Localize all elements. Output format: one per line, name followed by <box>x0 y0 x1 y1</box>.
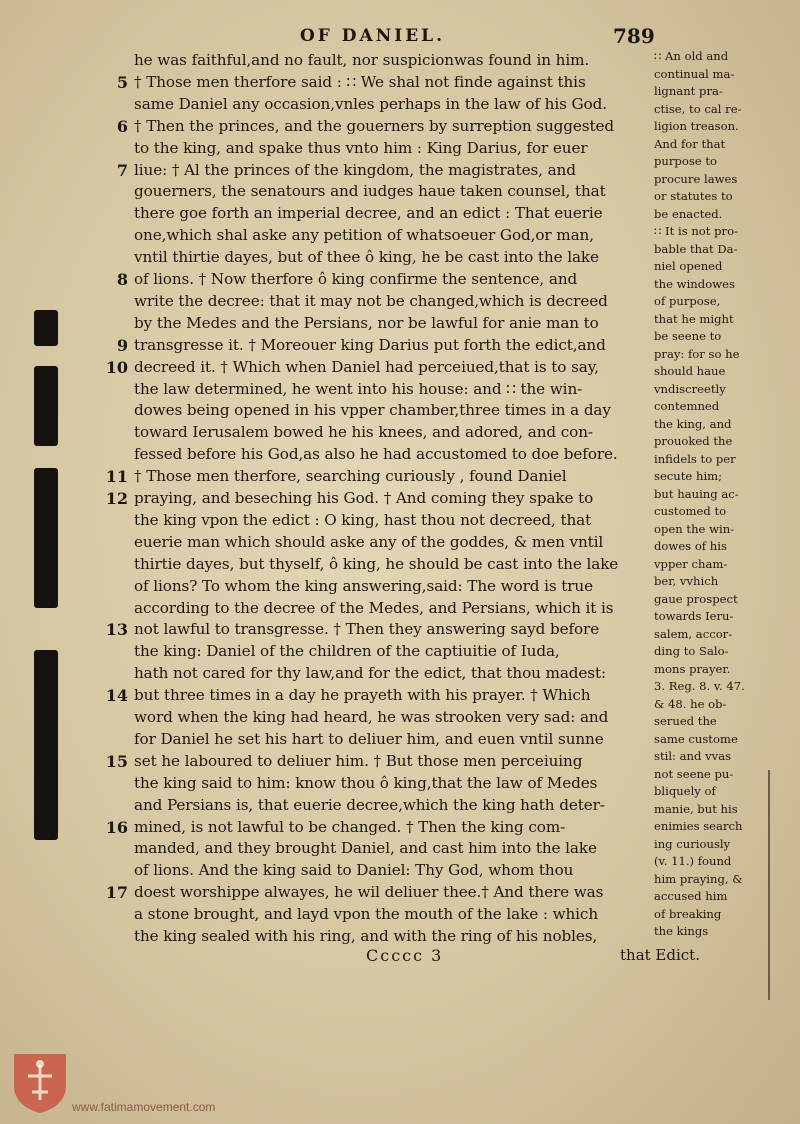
margin-note-line: the kings <box>654 924 709 938</box>
margin-note-line: stil: and vvas <box>654 749 732 763</box>
text-line <box>0 313 660 334</box>
margin-note-line: the king, and <box>654 416 732 431</box>
margin-note-line: dowes of his <box>654 539 727 553</box>
text-line <box>0 160 660 181</box>
margin-note-line: secute him; <box>654 469 723 483</box>
margin-note-line: infidels to per <box>654 451 736 466</box>
text-line <box>0 663 660 684</box>
verse-number: 5 <box>116 72 128 92</box>
text-line <box>0 116 660 137</box>
line-text: gouerners, the senatours and iudges haue taken counsel, that <box>134 182 606 201</box>
verse-number: 10 <box>105 357 128 377</box>
text-line <box>0 795 660 816</box>
catchword: that Edict. <box>620 946 700 964</box>
verse-number: 17 <box>105 883 128 903</box>
text-line <box>0 466 660 487</box>
text-line <box>0 532 660 553</box>
text-line <box>0 138 660 159</box>
margin-note-line: prouoked the <box>654 434 733 448</box>
verse-number: 12 <box>105 489 128 508</box>
text-line <box>0 641 660 662</box>
margin-note-line: gaue prospect <box>654 591 738 606</box>
margin-note-line: (v. 11.) found <box>654 854 732 868</box>
line-text: decreed it. † Which when Daniel had perceiued,that is to say, <box>134 357 599 376</box>
scan-shadow-mark <box>34 650 58 840</box>
text-line <box>0 619 660 640</box>
line-text: set he laboured to deliuer him. † But those men perceiuing <box>134 751 583 770</box>
text-line <box>0 598 660 619</box>
margin-note-line: him praying, & <box>654 871 743 886</box>
margin-note-line: procure lawes <box>654 171 738 186</box>
text-line <box>0 181 660 202</box>
margin-note-line: accused him <box>654 889 728 903</box>
line-text: a stone brought, and layd vpon the mouth of the lake : which <box>134 905 599 924</box>
text-line <box>0 860 660 881</box>
line-text: † Then the princes, and the gouerners by surreption suggested <box>134 116 614 135</box>
text-line <box>0 773 660 794</box>
margin-note-line: mons prayer. <box>654 661 731 676</box>
margin-note-line: not seene pu- <box>654 766 734 781</box>
signature-mark: Ccccc 3 <box>366 946 444 965</box>
scan-shadow-mark <box>34 468 58 608</box>
line-text: dowes being opened in his vpper chamber,three times in a day <box>134 401 611 420</box>
margin-note-line: same custome <box>654 731 738 746</box>
margin-note-line: contemned <box>654 399 720 413</box>
page-header <box>0 26 800 50</box>
line-text: by the Medes and the Persians, nor be lawful for anie man to <box>134 313 599 332</box>
text-line <box>0 817 660 838</box>
text-line <box>0 838 660 859</box>
margin-note-line: of purpose, <box>654 294 721 308</box>
margin-note-line: niel opened <box>654 259 723 273</box>
text-line <box>0 400 660 421</box>
line-text: transgresse it. † Moreouer king Darius put forth the edict,and <box>134 335 606 354</box>
line-text: toward Ierusalem bowed he his knees, and adored, and con- <box>134 423 593 442</box>
line-text: and Persians is, that euerie decree,which the king hath deter- <box>134 795 605 814</box>
fatima-shield-logo <box>12 1052 68 1114</box>
text-line <box>0 510 660 531</box>
text-line <box>0 576 660 597</box>
line-text: the law determined, he went into his house: and ∷ the win- <box>134 379 583 398</box>
line-text: write the decree: that it may not be changed,which is decreed <box>134 291 608 310</box>
text-line <box>0 357 660 378</box>
margin-note-line: open the win- <box>654 521 735 536</box>
margin-rule <box>768 770 770 1000</box>
line-text: manded, and they brought Daniel, and cast him into the lake <box>134 839 597 858</box>
verse-number: 13 <box>105 620 128 640</box>
margin-note-line: the windowes <box>654 276 735 291</box>
margin-note-line: be seene to <box>654 329 722 343</box>
text-line <box>0 926 660 947</box>
line-text: mined, is not lawful to be changed. † Then the king com- <box>134 817 566 836</box>
text-line <box>0 882 660 903</box>
line-text: he was faithful,and no fault, nor suspicionwas found in him. <box>134 51 590 69</box>
margin-note-line: serued the <box>654 714 717 728</box>
margin-note-line: pray: for so he <box>654 346 740 361</box>
margin-note-line: but hauing ac- <box>654 486 739 501</box>
line-text: of lions. And the king said to Daniel: Thy God, whom thou <box>134 861 574 880</box>
line-text: † Those men therfore, searching curiously , found Daniel <box>134 467 567 486</box>
line-text: according to the decree of the Medes, and Persians, which it is <box>134 598 614 617</box>
margin-note-line: vndiscreetly <box>654 381 726 396</box>
line-text: the king sealed with his ring, and with the ring of his nobles, <box>134 927 598 945</box>
text-line <box>0 379 660 400</box>
margin-note-line: towards Ieru- <box>654 609 734 623</box>
text-line <box>0 729 660 750</box>
text-line <box>0 904 660 925</box>
text-line <box>0 488 660 509</box>
text-line <box>0 225 660 246</box>
line-text: there goe forth an imperial decree, and an edict : That euerie <box>134 204 603 223</box>
page-number: 789 <box>613 24 655 48</box>
text-line <box>0 707 660 728</box>
margin-note-line: bliquely of <box>654 784 716 798</box>
margin-note-line: ∷ An old and <box>654 49 729 63</box>
line-text: one,which shal aske any petition of whatsoeuer God,or man, <box>134 226 594 245</box>
text-line <box>0 751 660 772</box>
verse-number: 14 <box>105 686 128 706</box>
line-text: same Daniel any occasion,vnles perhaps in the law of his God. <box>134 94 607 113</box>
line-text: the king: Daniel of the children of the captiuitie of Iuda, <box>134 642 560 661</box>
line-text: † Those men therfore said : ∷ We shal not finde against this <box>134 72 586 91</box>
verse-number: 16 <box>105 817 128 837</box>
text-line <box>0 269 660 290</box>
verse-number: 15 <box>105 751 128 771</box>
text-line <box>0 72 660 93</box>
line-text: word when the king had heard, he was strooken very sad: and <box>134 708 609 726</box>
scan-shadow-mark <box>34 366 58 446</box>
margin-note-line: manie, but his <box>654 801 738 816</box>
margin-note-line: And for that <box>654 136 726 151</box>
text-line <box>0 444 660 465</box>
margin-note-line: salem, accor- <box>654 626 733 641</box>
scan-shadow-mark <box>34 310 58 346</box>
text-line <box>0 335 660 356</box>
margin-note-line: or statutes to <box>654 189 733 203</box>
line-text: to the king, and spake thus vnto him : King Darius, for euer <box>134 138 588 157</box>
text-line <box>0 422 660 443</box>
verse-number: 8 <box>116 270 128 289</box>
line-text: hath not cared for thy law,and for the edict, that thou madest: <box>134 664 607 683</box>
margin-note-line: ligion treason. <box>654 119 739 133</box>
margin-note-line: be enacted. <box>654 206 723 221</box>
margin-note-line: should haue <box>654 364 726 378</box>
margin-note-line: ing curiously <box>654 836 731 851</box>
main-text-column <box>0 50 660 950</box>
margin-note-line: vpper cham- <box>654 556 728 571</box>
line-text: for Daniel he set his hart to deliuer him, and euen vntil sunne <box>134 729 604 748</box>
margin-note-line: continual ma- <box>654 66 735 81</box>
margin-note-line: customed to <box>654 504 727 518</box>
text-line <box>0 203 660 224</box>
margin-note-line: ding to Salo- <box>654 644 729 658</box>
line-text: the king said to him: know thou ô king,that the law of Medes <box>134 773 598 792</box>
margin-note-line: that he might <box>654 311 734 326</box>
text-line <box>0 291 660 312</box>
line-text: fessed before his God,as also he had accustomed to doe before. <box>134 445 618 464</box>
margin-note-line: enimies search <box>654 819 743 833</box>
margin-note-line: of breaking <box>654 906 722 921</box>
margin-note-line: lignant pra- <box>654 84 723 98</box>
line-text: of lions. † Now therfore ô king confirme the sentence, and <box>134 270 578 288</box>
running-head: OF DANIEL. <box>300 26 446 46</box>
margin-note-line: bable that Da- <box>654 241 738 256</box>
text-line <box>0 94 660 115</box>
line-text: vntil thirtie dayes, but of thee ô king, he be cast into the lake <box>134 248 599 267</box>
verse-number: 9 <box>116 335 128 355</box>
line-text: euerie man which should aske any of the goddes, & men vntil <box>134 532 604 551</box>
text-line <box>0 554 660 575</box>
line-text: not lawful to transgresse. † Then they answering sayd before <box>134 620 600 639</box>
margin-note-line: purpose to <box>654 154 717 168</box>
line-text: thirtie dayes, but thyself, ô king, he should be cast into the lake <box>134 554 619 573</box>
margin-note-line: 3. Reg. 8. v. 47. <box>654 679 745 693</box>
margin-note-line: ctise, to cal re- <box>654 101 742 116</box>
verse-number: 7 <box>116 160 128 180</box>
line-text: doest worshippe alwayes, he wil deliuer thee.† And there was <box>134 883 604 902</box>
line-text: praying, and beseching his God. † And coming they spake to <box>134 489 594 507</box>
verse-number: 6 <box>116 116 128 136</box>
line-text: liue: † Al the princes of the kingdom, the magistrates, and <box>134 160 576 179</box>
line-text: but three times in a day he prayeth with his prayer. † Which <box>134 686 591 705</box>
margin-note-line: ∷ It is not pro- <box>654 224 738 238</box>
line-text: the king vpon the edict : O king, hast thou not decreed, that <box>134 510 592 529</box>
verse-number: 11 <box>105 467 128 487</box>
margin-note-line: & 48. he ob- <box>654 696 727 711</box>
text-line <box>0 247 660 268</box>
margin-note-line: ber, vvhich <box>654 574 719 588</box>
source-watermark: www.fatimamovement.com <box>72 1100 216 1114</box>
line-text: of lions? To whom the king answering,said: The word is true <box>134 576 593 595</box>
text-line <box>0 50 660 71</box>
text-line <box>0 685 660 706</box>
